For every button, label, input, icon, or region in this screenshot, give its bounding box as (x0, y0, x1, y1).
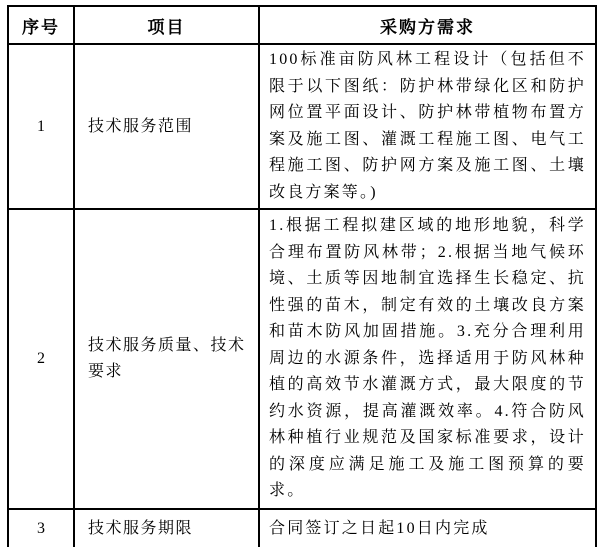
table-header-row (8, 6, 596, 44)
row-2-requirement: 1.根据工程拟建区域的地形地貌，科学合理布置防风林带；2.根据当地气候环境、土质等因地制宜选择生长稳定、抗性强的苗木，制定有效的土壤改良方案和苗木防风加固措施。3.充分合理利用周边的水源条件，选择适用于防风林种植的高效节水灌溉方式，最大限度的节约水资源，提高灌溉效率。4.符合防风林种植行业规范及国家标准要求，设计的深度应满足施工及施工图预算的要求。 (259, 209, 596, 509)
row-2-no: 2 (8, 209, 74, 509)
table-row (8, 509, 596, 547)
row-3-requirement: 合同签订之日起10日内完成 (259, 509, 596, 547)
row-1-no: 1 (8, 44, 74, 209)
procurement-requirements-table (7, 5, 597, 547)
row-2-item: 技术服务质量、技术要求 (74, 209, 259, 509)
column-header-item: 项目 (74, 6, 259, 44)
table-row (8, 209, 596, 509)
column-header-no: 序号 (8, 6, 74, 44)
column-header-requirement: 采购方需求 (259, 6, 596, 44)
row-3-no: 3 (8, 509, 74, 547)
row-1-requirement: 100标准亩防风林工程设计（包括但不限于以下图纸：防护林带绿化区和防护网位置平面设计、防护林带植物布置方案及施工图、灌溉工程施工图、电气工程施工图、防护网方案及施工图、土壤改良方案等。) (259, 44, 596, 209)
row-3-item: 技术服务期限 (74, 509, 259, 547)
row-1-item: 技术服务范围 (74, 44, 259, 209)
table-row (8, 44, 596, 209)
